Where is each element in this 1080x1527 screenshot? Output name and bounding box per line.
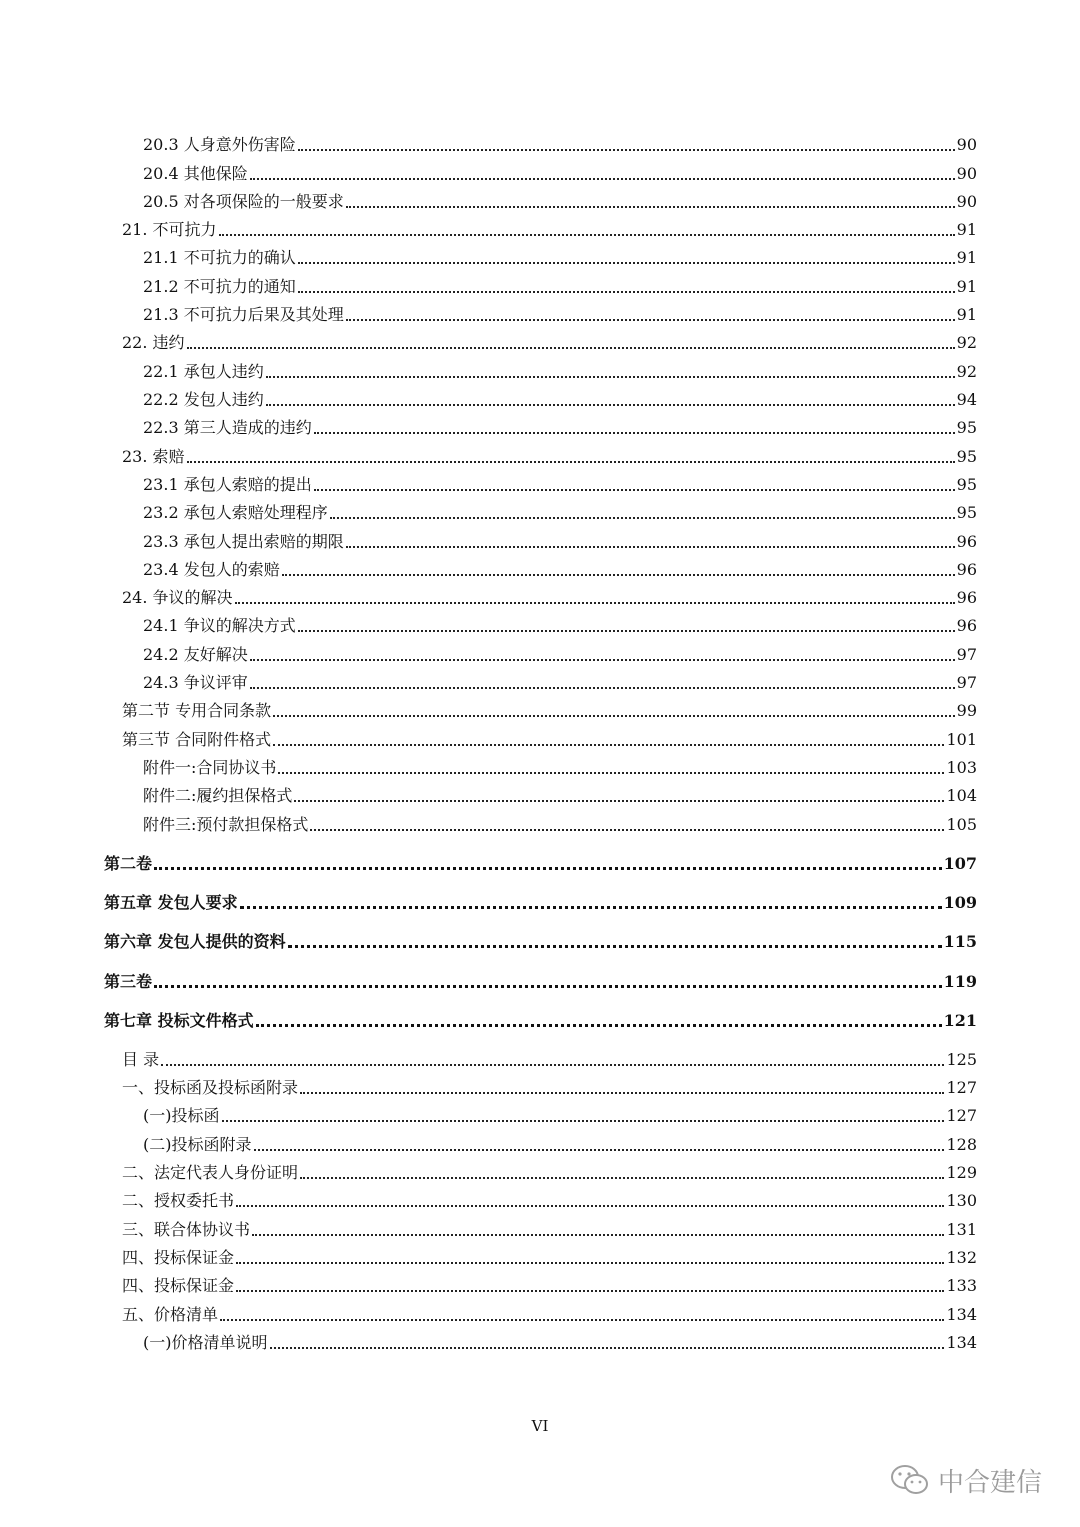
leader-dots <box>294 800 944 802</box>
leader-dots <box>346 546 955 548</box>
toc-entry-page: 97 <box>956 673 977 692</box>
toc-entry[interactable] <box>122 1044 977 1070</box>
toc-entry-title: (一)价格清单说明 <box>143 1333 268 1352</box>
toc-chapter-page: 119 <box>943 972 977 991</box>
toc-chapter-page: 121 <box>943 1011 977 1030</box>
toc-entry-title: 四、投标保证金 <box>122 1276 235 1295</box>
leader-dots <box>314 489 955 491</box>
leader-dots <box>235 602 955 604</box>
toc-entry-page: 94 <box>956 390 977 409</box>
toc-entry-page: 131 <box>946 1220 977 1239</box>
toc-entry-page: 134 <box>946 1333 977 1352</box>
toc-entry-title: 附件一:合同协议书 <box>143 758 277 777</box>
toc-chapter[interactable] <box>104 1005 977 1031</box>
leader-dots <box>250 178 955 180</box>
leader-dots <box>288 945 942 948</box>
toc-entry-page: 95 <box>956 418 977 437</box>
leader-dots <box>220 1319 944 1321</box>
toc-entry[interactable] <box>122 1299 977 1325</box>
toc-chapter-title: 第五章 发包人要求 <box>104 893 238 912</box>
leader-dots <box>266 376 955 378</box>
toc-entry-title: 22.2 发包人违约 <box>143 390 264 409</box>
leader-dots <box>273 715 955 717</box>
toc-chapter[interactable] <box>104 966 977 992</box>
leader-dots <box>236 1205 944 1207</box>
toc-entry[interactable] <box>143 554 977 580</box>
leader-dots <box>222 1120 945 1122</box>
leader-dots <box>236 1262 944 1264</box>
toc-entry-page: 91 <box>956 248 977 267</box>
toc-chapter-title: 第七章 投标文件格式 <box>104 1011 254 1030</box>
toc-entry-title: 三、联合体协议书 <box>122 1220 251 1239</box>
toc-entry[interactable] <box>143 384 977 410</box>
toc-entry-title: 四、投标保证金 <box>122 1248 235 1267</box>
leader-dots <box>154 985 942 988</box>
toc-entry[interactable] <box>143 1129 977 1155</box>
toc-entry-title: 23.4 发包人的索赔 <box>143 560 280 579</box>
leader-dots <box>273 744 944 746</box>
toc-entry-page: 96 <box>956 588 977 607</box>
leader-dots <box>278 772 944 774</box>
toc-entry-title: 22.3 第三人造成的违约 <box>143 418 312 437</box>
toc-entry-title: 22.1 承包人违约 <box>143 362 264 381</box>
toc-entry-page: 104 <box>946 786 977 805</box>
toc-entry-page: 134 <box>946 1305 977 1324</box>
leader-dots <box>187 347 955 349</box>
toc-entry-page: 105 <box>946 815 977 834</box>
toc-entry[interactable] <box>122 1270 977 1296</box>
toc-chapter-title: 第二卷 <box>104 854 153 873</box>
toc-entry[interactable] <box>143 610 977 636</box>
toc-entry[interactable] <box>143 129 977 155</box>
toc-entry-title: 24.3 争议评审 <box>143 673 248 692</box>
leader-dots <box>154 867 942 870</box>
toc-entry-title: 20.5 对各项保险的一般要求 <box>143 192 344 211</box>
toc-entry-page: 92 <box>956 333 977 352</box>
toc-entry[interactable] <box>143 752 977 778</box>
toc-entry-page: 90 <box>956 192 977 211</box>
leader-dots <box>282 574 955 576</box>
toc-entry-page: 90 <box>956 135 977 154</box>
toc-entry[interactable] <box>122 1185 977 1211</box>
toc-entry[interactable] <box>143 412 977 438</box>
toc-entry[interactable] <box>143 1327 977 1353</box>
toc-entry-page: 133 <box>946 1276 977 1295</box>
toc-entry-title: 第二节 专用合同条款 <box>122 701 272 720</box>
toc-entry-title: 23.3 承包人提出索赔的期限 <box>143 532 344 551</box>
toc-chapter-page: 109 <box>943 893 977 912</box>
leader-dots <box>240 906 942 909</box>
toc-entry-title: 21.1 不可抗力的确认 <box>143 248 296 267</box>
toc-entry-page: 91 <box>956 220 977 239</box>
leader-dots <box>298 291 955 293</box>
toc-entry[interactable] <box>143 356 977 382</box>
toc-entry[interactable] <box>122 327 977 353</box>
leader-dots <box>330 517 955 519</box>
toc-entry[interactable] <box>122 1157 977 1183</box>
toc-entry-page: 97 <box>956 645 977 664</box>
toc-entry-title: 23.1 承包人索赔的提出 <box>143 475 312 494</box>
toc-entry-page: 127 <box>946 1078 977 1097</box>
toc-entry[interactable] <box>143 780 977 806</box>
toc-entry-page: 101 <box>946 730 977 749</box>
toc-entry[interactable] <box>122 441 977 467</box>
leader-dots <box>298 262 955 264</box>
toc-entry-title: 24.1 争议的解决方式 <box>143 616 296 635</box>
toc-entry[interactable] <box>143 271 977 297</box>
toc-entry-page: 103 <box>946 758 977 777</box>
toc-entry-page: 125 <box>946 1050 977 1069</box>
leader-dots <box>256 1024 942 1027</box>
toc-entry-title: 20.4 其他保险 <box>143 164 248 183</box>
toc-entry-title: 第三节 合同附件格式 <box>122 730 272 749</box>
toc-entry-title: (二)投标函附录 <box>143 1135 252 1154</box>
toc-entry-page: 91 <box>956 277 977 296</box>
toc-entry-title: 五、价格清单 <box>122 1305 219 1324</box>
leader-dots <box>298 630 955 632</box>
toc-entry-page: 96 <box>956 616 977 635</box>
toc-entry-page: 95 <box>956 503 977 522</box>
toc-entry-page: 95 <box>956 475 977 494</box>
toc-entry[interactable] <box>122 1242 977 1268</box>
toc-entry[interactable] <box>143 526 977 552</box>
leader-dots <box>236 1290 944 1292</box>
leader-dots <box>300 1092 944 1094</box>
toc-entry-title: 24.2 友好解决 <box>143 645 248 664</box>
toc-entry-page: 96 <box>956 532 977 551</box>
watermark <box>890 1458 1042 1502</box>
toc-chapter[interactable] <box>104 887 977 913</box>
toc-entry-title: 21.2 不可抗力的通知 <box>143 277 296 296</box>
toc-entry-page: 99 <box>956 701 977 720</box>
toc-entry-title: 二、法定代表人身份证明 <box>122 1163 299 1182</box>
leader-dots <box>219 234 955 236</box>
toc-entry-title: 一、投标函及投标函附录 <box>122 1078 299 1097</box>
toc-entry[interactable] <box>122 1072 977 1098</box>
leader-dots <box>314 432 955 434</box>
toc-entry-title: 23.2 承包人索赔处理程序 <box>143 503 328 522</box>
toc-entry-page: 96 <box>956 560 977 579</box>
toc-entry-title: 附件三:预付款担保格式 <box>143 815 309 834</box>
toc-entry-title: 21.3 不可抗力后果及其处理 <box>143 305 344 324</box>
toc-chapter-title: 第六章 发包人提供的资料 <box>104 932 286 951</box>
leader-dots <box>250 659 955 661</box>
toc-entry[interactable] <box>143 497 977 523</box>
page-number: VI <box>531 1417 549 1435</box>
toc-entry-title: 22. 违约 <box>122 333 185 352</box>
toc-entry-page: 132 <box>946 1248 977 1267</box>
toc-entry[interactable] <box>122 214 977 240</box>
toc-entry[interactable] <box>143 242 977 268</box>
toc-entry-page: 95 <box>956 447 977 466</box>
leader-dots <box>270 1347 945 1349</box>
toc-entry[interactable] <box>143 809 977 835</box>
toc-entry-page: 91 <box>956 305 977 324</box>
toc-entry-page: 129 <box>946 1163 977 1182</box>
leader-dots <box>300 1177 944 1179</box>
toc-chapter-page: 107 <box>943 854 977 873</box>
wechat-icon <box>890 1463 930 1497</box>
leader-dots <box>161 1064 944 1066</box>
leader-dots <box>346 319 955 321</box>
toc-entry[interactable] <box>143 299 977 325</box>
toc-entry-title: 23. 索赔 <box>122 447 185 466</box>
toc-entry[interactable] <box>143 158 977 184</box>
leader-dots <box>310 829 944 831</box>
toc-entry-title: 24. 争议的解决 <box>122 588 233 607</box>
watermark-text: 中合建信 <box>938 1467 1043 1498</box>
toc-chapter-page: 115 <box>943 932 977 951</box>
leader-dots <box>252 1234 944 1236</box>
toc-entry-title: 附件二:履约担保格式 <box>143 786 293 805</box>
toc-entry-page: 127 <box>946 1106 977 1125</box>
toc-chapter[interactable] <box>104 848 977 874</box>
toc-chapter[interactable] <box>104 926 977 952</box>
toc-entry[interactable] <box>122 695 977 721</box>
toc-entry-page: 92 <box>956 362 977 381</box>
toc-entry[interactable] <box>143 186 977 212</box>
toc-entry[interactable] <box>143 469 977 495</box>
toc-entry-title: 20.3 人身意外伤害险 <box>143 135 296 154</box>
toc-entry-title: 目 录 <box>122 1050 160 1069</box>
toc-entry[interactable] <box>143 639 977 665</box>
leader-dots <box>254 1149 945 1151</box>
leader-dots <box>187 461 955 463</box>
toc-entry[interactable] <box>143 667 977 693</box>
leader-dots <box>266 404 955 406</box>
toc-entry[interactable] <box>122 724 977 750</box>
toc-chapter-title: 第三卷 <box>104 972 153 991</box>
leader-dots <box>250 687 955 689</box>
toc-entry-page: 128 <box>946 1135 977 1154</box>
toc-entry[interactable] <box>122 1214 977 1240</box>
leader-dots <box>298 149 955 151</box>
toc-entry-page: 130 <box>946 1191 977 1210</box>
toc-entry-title: 二、授权委托书 <box>122 1191 235 1210</box>
toc-entry[interactable] <box>122 582 977 608</box>
toc-entry[interactable] <box>143 1100 977 1126</box>
toc-entry-title: 21. 不可抗力 <box>122 220 217 239</box>
toc-entry-page: 90 <box>956 164 977 183</box>
toc-entry-title: (一)投标函 <box>143 1106 220 1125</box>
leader-dots <box>346 206 955 208</box>
